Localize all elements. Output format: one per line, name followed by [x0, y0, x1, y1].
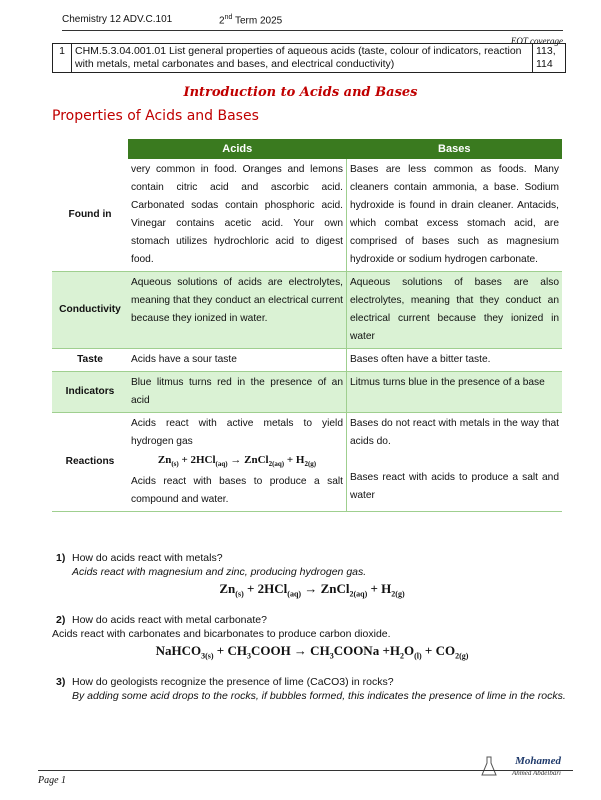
reactions-bases-1: Bases do not react with metals in the way that acids do.	[350, 418, 559, 447]
eot-coverage: EOT coverage	[510, 36, 563, 46]
question-2: 2) How do acids react with metal carbonate? Acids react with carbonates and bicarbonates to produce carbon dioxide. NaHCO$_{3(s)}$ + $CH_3COOH$ → $CH_3COONa +H_2O_{(l)} + CO_{2(g)}$	[52, 614, 572, 661]
col-header-bases: Bases	[347, 139, 563, 159]
bicarbonate-equation: NaHCO$_{3(s)}$ + $CH_3COOH$ → $CH_3COONa +H_2O_{(l)} + CO_{2(g)}$	[155, 643, 469, 661]
flask-icon	[481, 755, 497, 777]
section-subtitle: Properties of Acids and Bases	[52, 108, 259, 124]
zinc-equation: $Zn_{(s)} + 2HCl_{(aq)}$ → ZnCl$_{2(aq)}$ + $H_{2(g)}$	[157, 454, 317, 469]
answer-1: Acids react with magnesium and zinc, producing hydrogen gas.	[72, 566, 367, 578]
course-code: Chemistry 12 ADV.C.101	[62, 14, 173, 25]
row-conductivity: Conductivity Aqueous solutions of acids are electrolytes, meaning that they conduct an electrical current because they ionized in water. Aqueous solutions of bases are also electrolytes, meaning that they conduct an electrical current because they ionized in water	[52, 272, 562, 349]
answer-3: By adding some acid drops to the rocks, if bubbles formed, this indicates the presence of lime in the rocks.	[72, 690, 566, 702]
page-number: Page 1	[38, 775, 67, 786]
zinc-equation-2: $Zn_{(s)} + 2HCl_{(aq)}$ → ZnCl$_{2(aq)}$ + $H_{2(g)}$	[219, 581, 405, 599]
outcome-text: CHM.5.3.04.001.01 List general properties of aqueous acids (taste, colour of indicators, reaction with metals, metal carbonates and bases, and electrical conductivity)	[72, 44, 533, 73]
row-taste: Taste Acids have a sour taste Bases often have a bitter taste.	[52, 349, 562, 372]
page-footer	[38, 770, 573, 786]
page-header	[62, 14, 563, 46]
outcome-pages: 113, 114	[533, 44, 566, 73]
row-found-in: Found in very common in food. Oranges and lemons contain citric acid and ascorbic acid. Carbonated sodas contain phosphoric acid. Vinegar contains acetic acid. Your own stomach utilizes hydrochloric acid to digest food. Bases are less common as foods. Many cleaners contain ammonia, a base. Sodium hydroxide is found in drain cleaner. Antacids, which combat excess stomach acid, are comprised of bases such as magnesium hydroxide or sodium hydrogen carbonate.	[52, 159, 562, 272]
outcome-number: 1	[53, 44, 72, 73]
row-indicators: Indicators Blue litmus turns red in the presence of an acid Litmus turns blue in the presence of a base	[52, 372, 562, 413]
row-reactions: Reactions Acids react with active metals to yield hydrogen gas $Zn_{(s)} + 2HCl_{(aq)}$ → ZnCl$_{2(aq)}$ + $H_{2(g)}$ Acids react with bases to produce a salt compound and water. Bases do not react with metals in the way that acids do. Bases react with acids to produce a salt and water	[52, 413, 562, 512]
question-3: 3) How do geologists recognize the presence of lime (CaCO3) in rocks? By adding some acid drops to the rocks, if bubbles formed, this indicates the presence of lime in the rocks.	[52, 676, 572, 705]
col-header-acids: Acids	[128, 139, 347, 159]
question-1: 1) How do acids react with metals? Acids react with magnesium and zinc, producing hydrogen gas. $Zn_{(s)} + 2HCl_{(aq)}$ → ZnCl$_{2(aq)}$ + $H_{2(g)}$	[52, 552, 572, 599]
answer-2: Acids react with carbonates and bicarbonates to produce carbon dioxide.	[52, 628, 391, 640]
page-title: Introduction to Acids and Bases	[183, 85, 418, 100]
reactions-acids-2: Acids react with bases to produce a salt compound and water.	[131, 476, 343, 506]
author-signature: Mohamed Ahmed Abdelbari	[481, 755, 561, 781]
learning-outcome-table	[52, 43, 566, 73]
reactions-bases-2: Bases react with acids to produce a salt and water	[350, 472, 559, 501]
properties-table	[52, 139, 562, 512]
term-label: 2nd Term 2025	[219, 14, 283, 27]
reactions-acids-1: Acids react with active metals to yield hydrogen gas	[131, 418, 343, 447]
